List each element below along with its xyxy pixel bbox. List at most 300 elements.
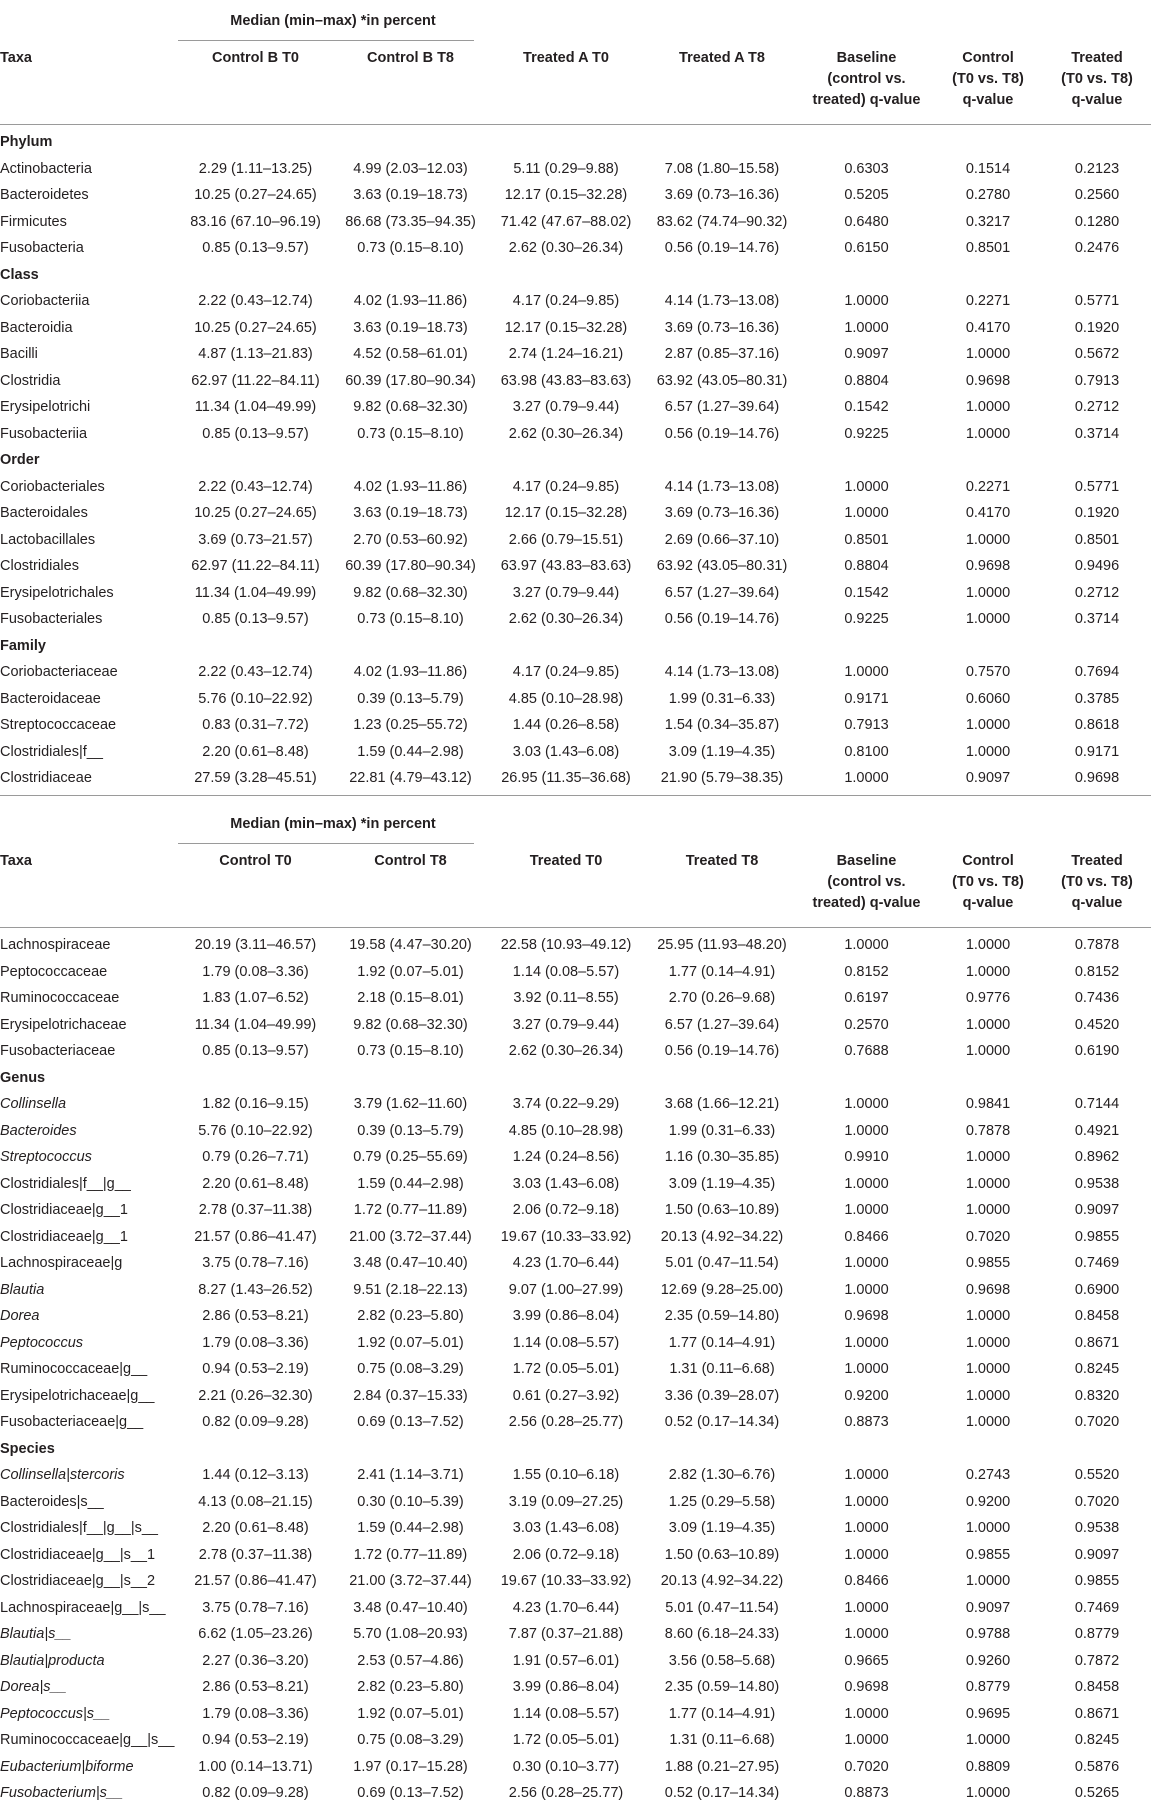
cell-treated-q: 0.3714	[1074, 425, 1120, 442]
cell-col2: 3.48 (0.47–10.40)	[353, 1599, 468, 1616]
taxon-name: Clostridiales	[0, 558, 79, 574]
cell-col2: 9.82 (0.68–32.30)	[353, 399, 468, 415]
cell-col4: 21.90 (5.79–38.35)	[660, 770, 784, 786]
cell-col4: 2.70 (0.26–9.68)	[668, 990, 776, 1006]
cell-treated-q: 0.5771	[1074, 293, 1120, 309]
cell-baseline-q: 0.9698	[844, 1679, 889, 1695]
table-row	[0, 1383, 1151, 1410]
cell-col2: 0.69 (0.13–7.52)	[357, 1785, 464, 1801]
cell-col1: 2.22 (0.43–12.74)	[198, 478, 313, 495]
cell-control-q: 1.0000	[965, 611, 1011, 627]
cell-col1: 2.21 (0.26–32.30)	[198, 1387, 313, 1404]
cell-baseline-q: 0.8804	[844, 558, 889, 574]
cell-col1: 2.86 (0.53–8.21)	[202, 1308, 309, 1324]
cell-treated-q: 0.1920	[1074, 319, 1120, 336]
cell-col4: 0.56 (0.19–14.76)	[664, 611, 780, 627]
section-label: Family	[0, 637, 46, 654]
cell-col4: 0.56 (0.19–14.76)	[664, 240, 780, 256]
col-treated-a-t0-header: Treated A T0	[523, 50, 609, 66]
taxon-name: Bacteroidaceae	[0, 690, 101, 707]
cell-treated-q: 0.7020	[1074, 1493, 1120, 1510]
table-row	[0, 1091, 1151, 1118]
table-row	[0, 209, 1151, 236]
cell-col3: 3.99 (0.86–8.04)	[512, 1679, 620, 1695]
cell-treated-q: 0.7469	[1074, 1255, 1120, 1271]
cell-baseline-q: 0.8501	[844, 531, 889, 548]
cell-baseline-q: 0.6480	[844, 213, 889, 230]
taxon-name: Clostridia	[0, 372, 61, 389]
cell-col1: 10.25 (0.27–24.65)	[194, 187, 317, 203]
median-header: Median (min–max) *in percent	[230, 13, 436, 29]
cell-control-q: 0.9097	[965, 770, 1011, 786]
taxon-name: Eubacterium|biforme	[0, 1758, 134, 1775]
cell-control-q: 0.3217	[965, 213, 1011, 230]
taxon-name: Bacteroides|s__	[0, 1493, 104, 1510]
cell-col3: 63.98 (43.83–83.63)	[500, 372, 632, 389]
cell-baseline-q: 0.9665	[844, 1652, 889, 1669]
cell-col4: 5.01 (0.47–11.54)	[665, 1599, 779, 1616]
header-line: q-value	[962, 92, 1014, 108]
cell-baseline-q: 1.0000	[844, 1255, 889, 1271]
cell-baseline-q: 0.7020	[844, 1758, 889, 1775]
cell-baseline-q: 0.7688	[844, 1043, 889, 1059]
taxon-name: Ruminococcaceae|g__|s__	[0, 1732, 175, 1748]
cell-control-q: 1.0000	[965, 1016, 1011, 1033]
table-row	[0, 1754, 1151, 1781]
cell-col2: 5.70 (1.08–20.93)	[353, 1626, 468, 1642]
cell-col4: 3.09 (1.19–4.35)	[668, 1520, 776, 1536]
table-row	[0, 394, 1151, 421]
cell-col4: 3.09 (1.19–4.35)	[668, 743, 776, 760]
header-line: Treated	[1071, 853, 1123, 869]
table-row	[0, 1250, 1151, 1277]
cell-col3: 3.27 (0.79–9.44)	[512, 584, 620, 601]
cell-treated-q: 0.9097	[1074, 1546, 1120, 1563]
header-line: (T0 vs. T8)	[952, 874, 1024, 890]
cell-col1: 0.79 (0.26–7.71)	[202, 1149, 309, 1165]
cell-col2: 4.02 (1.93–11.86)	[353, 293, 468, 309]
cell-col2: 19.58 (4.47–30.20)	[349, 937, 472, 953]
cell-col4: 3.69 (0.73–16.36)	[664, 319, 780, 336]
cell-col4: 6.57 (1.27–39.64)	[664, 1016, 780, 1033]
cell-col1: 11.34 (1.04–49.99)	[194, 584, 317, 601]
header-line: treated) q-value	[812, 895, 921, 911]
table-row	[0, 1038, 1151, 1065]
cell-col2: 2.84 (0.37–15.33)	[353, 1387, 468, 1404]
section-label: Species	[0, 1440, 55, 1457]
cell-col2: 2.82 (0.23–5.80)	[357, 1679, 464, 1695]
cell-col2: 3.79 (1.62–11.60)	[353, 1096, 468, 1112]
cell-col1: 1.79 (0.08–3.36)	[202, 1334, 309, 1351]
table-header	[0, 803, 1151, 932]
cell-baseline-q: 1.0000	[844, 505, 889, 521]
cell-treated-q: 0.7913	[1074, 372, 1120, 389]
cell-col4: 20.13 (4.92–34.22)	[660, 1573, 784, 1589]
taxon-name: Bacteroidetes	[0, 187, 89, 203]
cell-baseline-q: 0.6303	[844, 160, 889, 177]
cell-treated-q: 0.9496	[1074, 558, 1120, 574]
cell-col1: 2.29 (1.11–13.25)	[198, 160, 313, 177]
taxon-name: Collinsella	[0, 1096, 67, 1112]
cell-baseline-q: 1.0000	[844, 1493, 889, 1510]
cell-col4: 25.95 (11.93–48.20)	[657, 937, 787, 953]
cell-control-q: 0.9855	[965, 1546, 1011, 1563]
cell-col4: 63.92 (43.05–80.31)	[656, 558, 788, 574]
cell-col1: 3.75 (0.78–7.16)	[202, 1255, 309, 1271]
cell-control-q: 1.0000	[965, 1202, 1011, 1218]
taxon-name: Clostridiaceae|g__1	[0, 1228, 128, 1245]
taxon-name: Clostridiales|f__|g__|s__	[0, 1520, 158, 1536]
cell-col1: 2.78 (0.37–11.38)	[198, 1546, 313, 1563]
cell-col2: 9.82 (0.68–32.30)	[353, 1016, 468, 1033]
cell-col4: 2.82 (1.30–6.76)	[668, 1467, 776, 1483]
cell-baseline-q: 1.0000	[844, 1599, 889, 1616]
cell-control-q: 0.8501	[965, 240, 1011, 256]
cell-control-q: 1.0000	[965, 584, 1011, 601]
cell-treated-q: 0.2123	[1074, 160, 1120, 177]
cell-col4: 20.13 (4.92–34.22)	[660, 1228, 784, 1245]
col-control-q-header	[933, 851, 1043, 914]
cell-baseline-q: 1.0000	[844, 293, 889, 309]
cell-col4: 1.77 (0.14–4.91)	[668, 1334, 776, 1351]
cell-col1: 0.82 (0.09–9.28)	[202, 1785, 309, 1801]
cell-col2: 21.00 (3.72–37.44)	[349, 1573, 472, 1589]
header-line: Treated	[1071, 50, 1123, 66]
section-row	[0, 129, 1151, 156]
table-row	[0, 235, 1151, 262]
cell-control-q: 1.0000	[965, 1520, 1011, 1536]
cell-control-q: 0.9260	[965, 1652, 1011, 1669]
cell-col4: 3.09 (1.19–4.35)	[668, 1175, 776, 1192]
cell-col1: 0.94 (0.53–2.19)	[202, 1732, 309, 1748]
cell-control-q: 0.7020	[965, 1228, 1011, 1245]
taxa-column-header: Taxa	[0, 50, 32, 66]
table-row	[0, 1118, 1151, 1145]
header-rule	[178, 40, 474, 41]
col-baseline-header	[800, 48, 933, 111]
cell-col1: 2.20 (0.61–8.48)	[202, 1520, 309, 1536]
cell-col4: 2.35 (0.59–14.80)	[664, 1679, 780, 1695]
cell-col4: 2.87 (0.85–37.16)	[664, 346, 780, 362]
taxon-name: Dorea|s__	[0, 1679, 67, 1695]
col-treated-t8-header: Treated T8	[685, 853, 759, 869]
cell-control-q: 1.0000	[965, 1175, 1011, 1192]
cell-col3: 1.91 (0.57–6.01)	[512, 1652, 620, 1669]
col-control-b-t8-header: Control B T8	[367, 50, 454, 66]
table-row	[0, 712, 1151, 739]
cell-col3: 19.67 (10.33–33.92)	[500, 1228, 632, 1245]
cell-col1: 2.20 (0.61–8.48)	[202, 743, 309, 760]
taxon-name: Coriobacteriaceae	[0, 664, 118, 680]
cell-control-q: 1.0000	[965, 937, 1011, 953]
table-row	[0, 739, 1151, 766]
cell-col2: 0.39 (0.13–5.79)	[357, 1122, 464, 1139]
cell-col3: 19.67 (10.33–33.92)	[500, 1573, 632, 1589]
cell-col1: 10.25 (0.27–24.65)	[194, 505, 317, 521]
cell-baseline-q: 0.9171	[844, 690, 889, 707]
taxon-name: Clostridiaceae|g__|s__2	[0, 1573, 156, 1589]
section-label: Order	[0, 452, 40, 468]
cell-baseline-q: 0.9200	[844, 1387, 889, 1404]
cell-col2: 2.82 (0.23–5.80)	[357, 1308, 464, 1324]
cell-col3: 2.62 (0.30–26.34)	[508, 240, 624, 256]
cell-col1: 1.82 (0.16–9.15)	[202, 1096, 309, 1112]
taxa-table-2	[0, 803, 1151, 1807]
cell-baseline-q: 0.9698	[844, 1308, 889, 1324]
taxon-name: Ruminococcaceae	[0, 990, 120, 1006]
cell-col1: 5.76 (0.10–22.92)	[198, 1122, 313, 1139]
cell-col4: 12.69 (9.28–25.00)	[660, 1281, 784, 1298]
cell-col1: 10.25 (0.27–24.65)	[194, 319, 317, 336]
cell-col4: 0.56 (0.19–14.76)	[664, 1043, 780, 1059]
cell-col1: 2.22 (0.43–12.74)	[198, 293, 313, 309]
taxon-name: Fusobacteriaceae|g__	[0, 1414, 144, 1430]
cell-col1: 83.16 (67.10–96.19)	[190, 213, 321, 230]
table-body	[0, 932, 1151, 1807]
cell-treated-q: 0.1920	[1074, 505, 1120, 521]
cell-baseline-q: 0.8466	[844, 1573, 889, 1589]
cell-col2: 0.39 (0.13–5.79)	[357, 690, 464, 707]
cell-col1: 20.19 (3.11–46.57)	[194, 937, 317, 953]
table-row	[0, 1330, 1151, 1357]
cell-col4: 83.62 (74.74–90.32)	[656, 213, 788, 230]
cell-treated-q: 0.7144	[1074, 1096, 1120, 1112]
cell-col2: 1.72 (0.77–11.89)	[353, 1202, 468, 1218]
cell-col3: 12.17 (0.15–32.28)	[504, 187, 628, 203]
table-row	[0, 421, 1151, 448]
table-row	[0, 527, 1151, 554]
cell-col3: 3.03 (1.43–6.08)	[512, 743, 620, 760]
cell-col3: 1.72 (0.05–5.01)	[512, 1361, 620, 1377]
cell-col1: 0.85 (0.13–9.57)	[202, 425, 309, 442]
cell-col2: 0.73 (0.15–8.10)	[357, 240, 464, 256]
cell-col3: 1.14 (0.08–5.57)	[512, 963, 620, 980]
cell-control-q: 0.2743	[965, 1467, 1011, 1483]
cell-col4: 1.50 (0.63–10.89)	[664, 1202, 780, 1218]
cell-baseline-q: 1.0000	[844, 319, 889, 336]
cell-col1: 4.87 (1.13–21.83)	[198, 346, 313, 362]
cell-control-q: 0.9855	[965, 1255, 1011, 1271]
taxon-name: Clostridiaceae	[0, 770, 92, 786]
table-row	[0, 959, 1151, 986]
cell-col3: 2.62 (0.30–26.34)	[508, 1043, 624, 1059]
cell-treated-q: 0.3785	[1074, 690, 1120, 707]
cell-treated-q: 0.3714	[1074, 611, 1120, 627]
cell-baseline-q: 0.1542	[844, 584, 889, 601]
table-row	[0, 1012, 1151, 1039]
cell-baseline-q: 0.9097	[844, 346, 889, 362]
taxon-name: Streptococcaceae	[0, 717, 117, 733]
cell-col3: 3.03 (1.43–6.08)	[512, 1175, 620, 1192]
cell-col3: 0.61 (0.27–3.92)	[512, 1387, 620, 1404]
cell-col3: 3.27 (0.79–9.44)	[512, 399, 620, 415]
cell-treated-q: 0.9698	[1074, 770, 1120, 786]
taxon-name: Actinobacteria	[0, 160, 92, 177]
cell-col2: 60.39 (17.80–90.34)	[345, 558, 476, 574]
table-row	[0, 474, 1151, 501]
cell-col2: 86.68 (73.35–94.35)	[345, 213, 476, 230]
col-control-b-t0-header: Control B T0	[212, 50, 299, 66]
cell-col1: 2.20 (0.61–8.48)	[202, 1175, 309, 1192]
cell-treated-q: 0.7872	[1074, 1652, 1120, 1669]
cell-col3: 12.17 (0.15–32.28)	[504, 505, 628, 521]
cell-col4: 6.57 (1.27–39.64)	[664, 584, 780, 601]
cell-control-q: 0.9776	[965, 990, 1011, 1006]
taxon-name: Bacteroidia	[0, 319, 73, 336]
cell-col1: 1.79 (0.08–3.36)	[202, 963, 309, 980]
cell-col3: 26.95 (11.35–36.68)	[501, 770, 631, 786]
cell-col3: 22.58 (10.93–49.12)	[500, 937, 632, 953]
table-row	[0, 500, 1151, 527]
cell-col2: 0.30 (0.10–5.39)	[357, 1493, 464, 1510]
cell-col2: 0.73 (0.15–8.10)	[357, 425, 464, 442]
cell-col1: 2.86 (0.53–8.21)	[202, 1679, 309, 1695]
taxon-name: Blautia|s__	[0, 1626, 72, 1642]
cell-col3: 1.44 (0.26–8.58)	[512, 717, 620, 733]
taxon-name: Erysipelotrichales	[0, 584, 114, 601]
header-bottom-rule	[0, 124, 1151, 125]
cell-control-q: 0.2271	[965, 293, 1011, 309]
cell-treated-q: 0.6900	[1074, 1281, 1120, 1298]
table-row	[0, 315, 1151, 342]
table-row	[0, 1489, 1151, 1516]
cell-baseline-q: 1.0000	[844, 664, 889, 680]
table-header	[0, 0, 1151, 129]
header-bottom-rule	[0, 927, 1151, 928]
cell-col4: 1.16 (0.30–35.85)	[664, 1149, 780, 1165]
taxon-name: Bacteroidales	[0, 505, 88, 521]
cell-control-q: 0.9200	[965, 1493, 1011, 1510]
cell-col2: 1.92 (0.07–5.01)	[357, 1334, 464, 1351]
col-treated-q-header	[1043, 851, 1151, 914]
cell-baseline-q: 1.0000	[844, 1705, 889, 1722]
header-line: (T0 vs. T8)	[1061, 71, 1133, 87]
cell-treated-q: 0.5876	[1074, 1758, 1120, 1775]
cell-control-q: 0.7570	[965, 664, 1011, 680]
cell-baseline-q: 0.1542	[844, 399, 889, 415]
cell-col2: 1.23 (0.25–55.72)	[353, 717, 468, 733]
cell-col1: 3.69 (0.73–21.57)	[198, 531, 313, 548]
cell-col2: 2.18 (0.15–8.01)	[357, 990, 464, 1006]
cell-treated-q: 0.9855	[1074, 1228, 1120, 1245]
taxon-name: Firmicutes	[0, 213, 67, 230]
header-line: q-value	[962, 895, 1014, 911]
table-row	[0, 1542, 1151, 1569]
cell-col2: 4.52 (0.58–61.01)	[353, 346, 468, 362]
cell-col2: 2.53 (0.57–4.86)	[357, 1652, 464, 1669]
cell-treated-q: 0.2476	[1074, 240, 1120, 256]
table-row	[0, 1727, 1151, 1754]
cell-col3: 1.14 (0.08–5.57)	[512, 1705, 620, 1722]
cell-col1: 3.75 (0.78–7.16)	[202, 1599, 309, 1616]
cell-col4: 4.14 (1.73–13.08)	[664, 293, 780, 309]
cell-treated-q: 0.8245	[1074, 1361, 1120, 1377]
table-body	[0, 129, 1151, 792]
cell-treated-q: 0.7878	[1074, 937, 1120, 953]
cell-treated-q: 0.8245	[1074, 1732, 1120, 1748]
table-row	[0, 1144, 1151, 1171]
cell-col3: 4.23 (1.70–6.44)	[512, 1599, 620, 1616]
cell-col4: 4.14 (1.73–13.08)	[664, 664, 780, 680]
cell-col2: 0.73 (0.15–8.10)	[357, 1043, 464, 1059]
cell-col3: 2.56 (0.28–25.77)	[508, 1414, 624, 1430]
header-rule	[178, 843, 474, 844]
taxon-name: Blautia	[0, 1281, 45, 1298]
cell-col2: 60.39 (17.80–90.34)	[345, 372, 476, 389]
cell-col1: 1.79 (0.08–3.36)	[202, 1705, 309, 1722]
table-row	[0, 368, 1151, 395]
taxon-name: Peptococcaceae	[0, 963, 108, 980]
cell-baseline-q: 0.6197	[844, 990, 889, 1006]
cell-col1: 0.85 (0.13–9.57)	[202, 1043, 309, 1059]
cell-col3: 12.17 (0.15–32.28)	[504, 319, 628, 336]
header-line: Control	[962, 50, 1014, 66]
cell-col1: 8.27 (1.43–26.52)	[198, 1281, 313, 1298]
cell-control-q: 0.7878	[965, 1122, 1011, 1139]
cell-control-q: 1.0000	[965, 1573, 1011, 1589]
taxon-name: Coriobacteriales	[0, 478, 105, 495]
cell-treated-q: 0.7020	[1074, 1414, 1120, 1430]
col-treated-q-header	[1043, 48, 1151, 111]
cell-treated-q: 0.8320	[1074, 1387, 1120, 1404]
taxon-name: Fusobacteriia	[0, 425, 88, 442]
cell-col4: 2.35 (0.59–14.80)	[664, 1308, 780, 1324]
cell-col3: 4.17 (0.24–9.85)	[512, 478, 620, 495]
taxon-name: Erysipelotrichi	[0, 399, 91, 415]
cell-control-q: 1.0000	[965, 1334, 1011, 1351]
cell-col1: 1.83 (1.07–6.52)	[202, 990, 309, 1006]
table-row	[0, 1674, 1151, 1701]
cell-baseline-q: 0.9225	[844, 425, 889, 442]
taxon-name: Lactobacillales	[0, 531, 96, 548]
table-row	[0, 1621, 1151, 1648]
cell-treated-q: 0.7436	[1074, 990, 1120, 1006]
cell-col4: 1.77 (0.14–4.91)	[668, 1705, 776, 1722]
cell-treated-q: 0.2712	[1074, 584, 1120, 601]
cell-col1: 21.57 (0.86–41.47)	[194, 1573, 317, 1589]
table-row	[0, 182, 1151, 209]
header-line: q-value	[1071, 92, 1123, 108]
cell-col3: 1.24 (0.24–8.56)	[512, 1149, 620, 1165]
cell-col2: 1.59 (0.44–2.98)	[357, 1175, 464, 1192]
header-line: Control	[962, 853, 1014, 869]
cell-baseline-q: 1.0000	[844, 1520, 889, 1536]
cell-baseline-q: 0.9225	[844, 611, 889, 627]
cell-col1: 1.00 (0.14–13.71)	[198, 1758, 313, 1775]
cell-col1: 2.27 (0.36–3.20)	[202, 1652, 309, 1669]
taxon-name: Coriobacteriia	[0, 293, 90, 309]
cell-col1: 11.34 (1.04–49.99)	[194, 1016, 317, 1033]
cell-treated-q: 0.8501	[1074, 531, 1120, 548]
cell-treated-q: 0.8779	[1074, 1626, 1120, 1642]
cell-baseline-q: 1.0000	[844, 478, 889, 495]
cell-control-q: 0.4170	[965, 505, 1011, 521]
cell-col4: 63.92 (43.05–80.31)	[656, 372, 788, 389]
cell-treated-q: 0.8671	[1074, 1334, 1120, 1351]
taxon-name: Clostridiales|f__|g__	[0, 1175, 131, 1192]
section-row	[0, 1065, 1151, 1092]
col-treated-t0-header: Treated T0	[529, 853, 603, 869]
cell-col3: 0.30 (0.10–3.77)	[512, 1758, 620, 1775]
header-line: treated) q-value	[812, 92, 921, 108]
taxon-name: Collinsella|stercoris	[0, 1467, 125, 1483]
taxon-name: Clostridiaceae|g__|s__1	[0, 1546, 156, 1563]
taxon-name: Fusobacteria	[0, 240, 84, 256]
table-row	[0, 1409, 1151, 1436]
cell-col3: 2.06 (0.72–9.18)	[512, 1202, 620, 1218]
cell-col4: 3.68 (1.66–12.21)	[664, 1096, 780, 1112]
cell-treated-q: 0.8962	[1074, 1149, 1120, 1165]
